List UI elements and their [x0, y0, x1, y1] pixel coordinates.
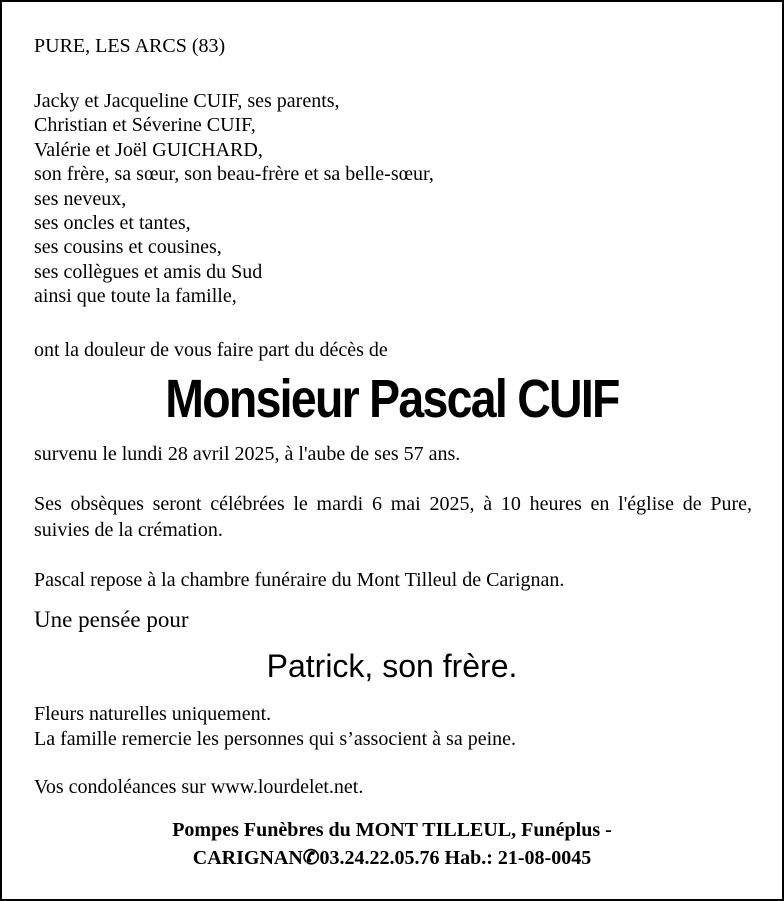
thought-intro: Une pensée pour — [34, 607, 189, 632]
family-line: ainsi que toute la famille, — [34, 285, 237, 308]
family-line: ses oncles et tantes, — [34, 212, 191, 235]
phone-icon: ✆ — [302, 847, 320, 869]
condolences-note: Vos condoléances sur www.lourdelet.net. — [34, 776, 364, 798]
funeral-home-phone: 03.24.22.05.76 — [319, 847, 440, 869]
family-line: Valérie et Joël GUICHARD, — [34, 138, 263, 161]
family-line: ses cousins et cousines, — [34, 236, 222, 259]
flowers-note: Fleurs naturelles uniquement. — [34, 703, 272, 725]
location: PURE, LES ARCS (83) — [34, 35, 226, 57]
funeral-details: Ses obsèques seront célébrées le mardi 6 mai 2025, à 10 heures en l'église de Pure, suivies de la crémation. — [34, 493, 752, 541]
family-line: Christian et Séverine CUIF, — [34, 114, 256, 137]
family-list — [34, 89, 434, 309]
funeral-home-contact — [2, 845, 782, 871]
family-line: ses collègues et amis du Sud — [34, 260, 263, 283]
funeral-home-name: Pompes Funèbres du MONT TILLEUL, Funéplus - — [172, 819, 612, 841]
family-line: son frère, sa sœur, son beau-frère et sa belle-sœur, — [34, 163, 434, 186]
deceased-name: Monsieur Pascal CUIF — [165, 369, 619, 429]
family-line: Jacky et Jacqueline CUIF, ses parents, — [34, 90, 340, 112]
funeral-home-hab: Hab.: 21-08-0045 — [444, 847, 592, 869]
death-details: survenu le lundi 28 avril 2025, à l'aube de ses 57 ans. — [34, 443, 461, 465]
thanks-note: La famille remercie les personnes qui s’associent à sa peine. — [34, 728, 517, 750]
rest-place: Pascal repose à la chambre funéraire du Mont Tilleul de Carignan. — [34, 569, 565, 591]
announcement-intro: ont la douleur de vous faire part du décès de — [34, 339, 388, 361]
thought-for: Patrick, son frère. — [266, 648, 518, 684]
funeral-home-city: CARIGNAN — [192, 847, 303, 869]
family-line: ses neveux, — [34, 187, 127, 210]
